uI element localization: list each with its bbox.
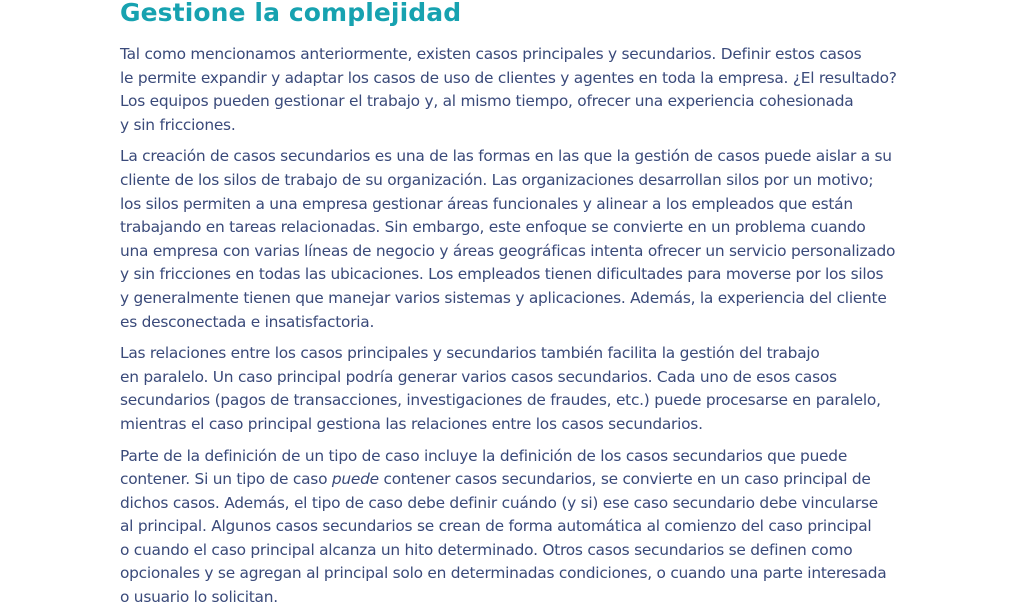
paragraph-line: secundarios (pagos de transacciones, investigaciones de fraudes, etc.) puede procesarse en paralelo, xyxy=(120,391,881,410)
paragraph-line: La creación de casos secundarios es una de las formas en las que la gestión de casos puede aislar a su xyxy=(120,147,892,166)
paragraph-line: y generalmente tienen que manejar varios sistemas y aplicaciones. Además, la experiencia del cliente xyxy=(120,288,887,307)
document-page xyxy=(120,0,920,610)
paragraph-2 xyxy=(120,145,920,334)
paragraph-line: o usuario lo solicitan. xyxy=(120,588,278,607)
paragraph-line: dichos casos. Además, el tipo de caso debe definir cuándo (y si) ese caso secundario debe vincularse xyxy=(120,493,878,512)
paragraph-line: le permite expandir y adaptar los casos de uso de clientes y agentes en toda la empresa. ¿El resultado? xyxy=(120,68,897,87)
paragraph-line: mientras el caso principal gestiona las relaciones entre los casos secundarios. xyxy=(120,414,703,433)
paragraph-line: al principal. Algunos casos secundarios se crean de forma automática al comienzo del caso principal xyxy=(120,517,872,536)
paragraph-line: Las relaciones entre los casos principales y secundarios también facilita la gestión del trabajo xyxy=(120,344,820,363)
paragraph-line: los silos permiten a una empresa gestionar áreas funcionales y alinear a los empleados que están xyxy=(120,194,853,213)
paragraph-line: en paralelo. Un caso principal podría generar varios casos secundarios. Cada uno de esos casos xyxy=(120,367,837,386)
paragraph-line: Los equipos pueden gestionar el trabajo y, al mismo tiempo, ofrecer una experiencia cohesionada xyxy=(120,92,854,111)
paragraph-line: Tal como mencionamos anteriormente, existen casos principales y secundarios. Definir estos casos xyxy=(120,45,862,63)
text-run: contener casos secundarios, se convierte en un caso principal de xyxy=(378,470,871,489)
text-run: contener. Si un tipo de caso xyxy=(120,470,332,489)
emphasis-text: puede xyxy=(331,470,379,489)
paragraph-line: y sin fricciones. xyxy=(120,115,236,134)
paragraph-line: Parte de la definición de un tipo de caso incluye la definición de los casos secundarios que puede xyxy=(120,446,848,465)
section-heading: Gestione la complejidad xyxy=(120,0,462,27)
paragraph-line-with-emphasis xyxy=(120,468,920,492)
paragraph-line: una empresa con varias líneas de negocio y áreas geográficas intenta ofrecer un servicio personalizado xyxy=(120,241,896,260)
paragraph-1 xyxy=(120,43,920,137)
paragraph-3 xyxy=(120,342,920,436)
paragraph-line: o cuando el caso principal alcanza un hito determinado. Otros casos secundarios se definen como xyxy=(120,540,853,559)
paragraph-line: opcionales y se agregan al principal solo en determinadas condiciones, o cuando una parte interesada xyxy=(120,564,887,583)
paragraph-line: cliente de los silos de trabajo de su organización. Las organizaciones desarrollan silos por un motivo; xyxy=(120,170,874,189)
paragraph-line: es desconectada e insatisfactoria. xyxy=(120,312,375,331)
paragraph-line: trabajando en tareas relacionadas. Sin embargo, este enfoque se convierte en un problema cuando xyxy=(120,218,866,237)
paragraph-line: y sin fricciones en todas las ubicaciones. Los empleados tienen dificultades para moverse por los silos xyxy=(120,265,884,284)
paragraph-4 xyxy=(120,445,920,610)
